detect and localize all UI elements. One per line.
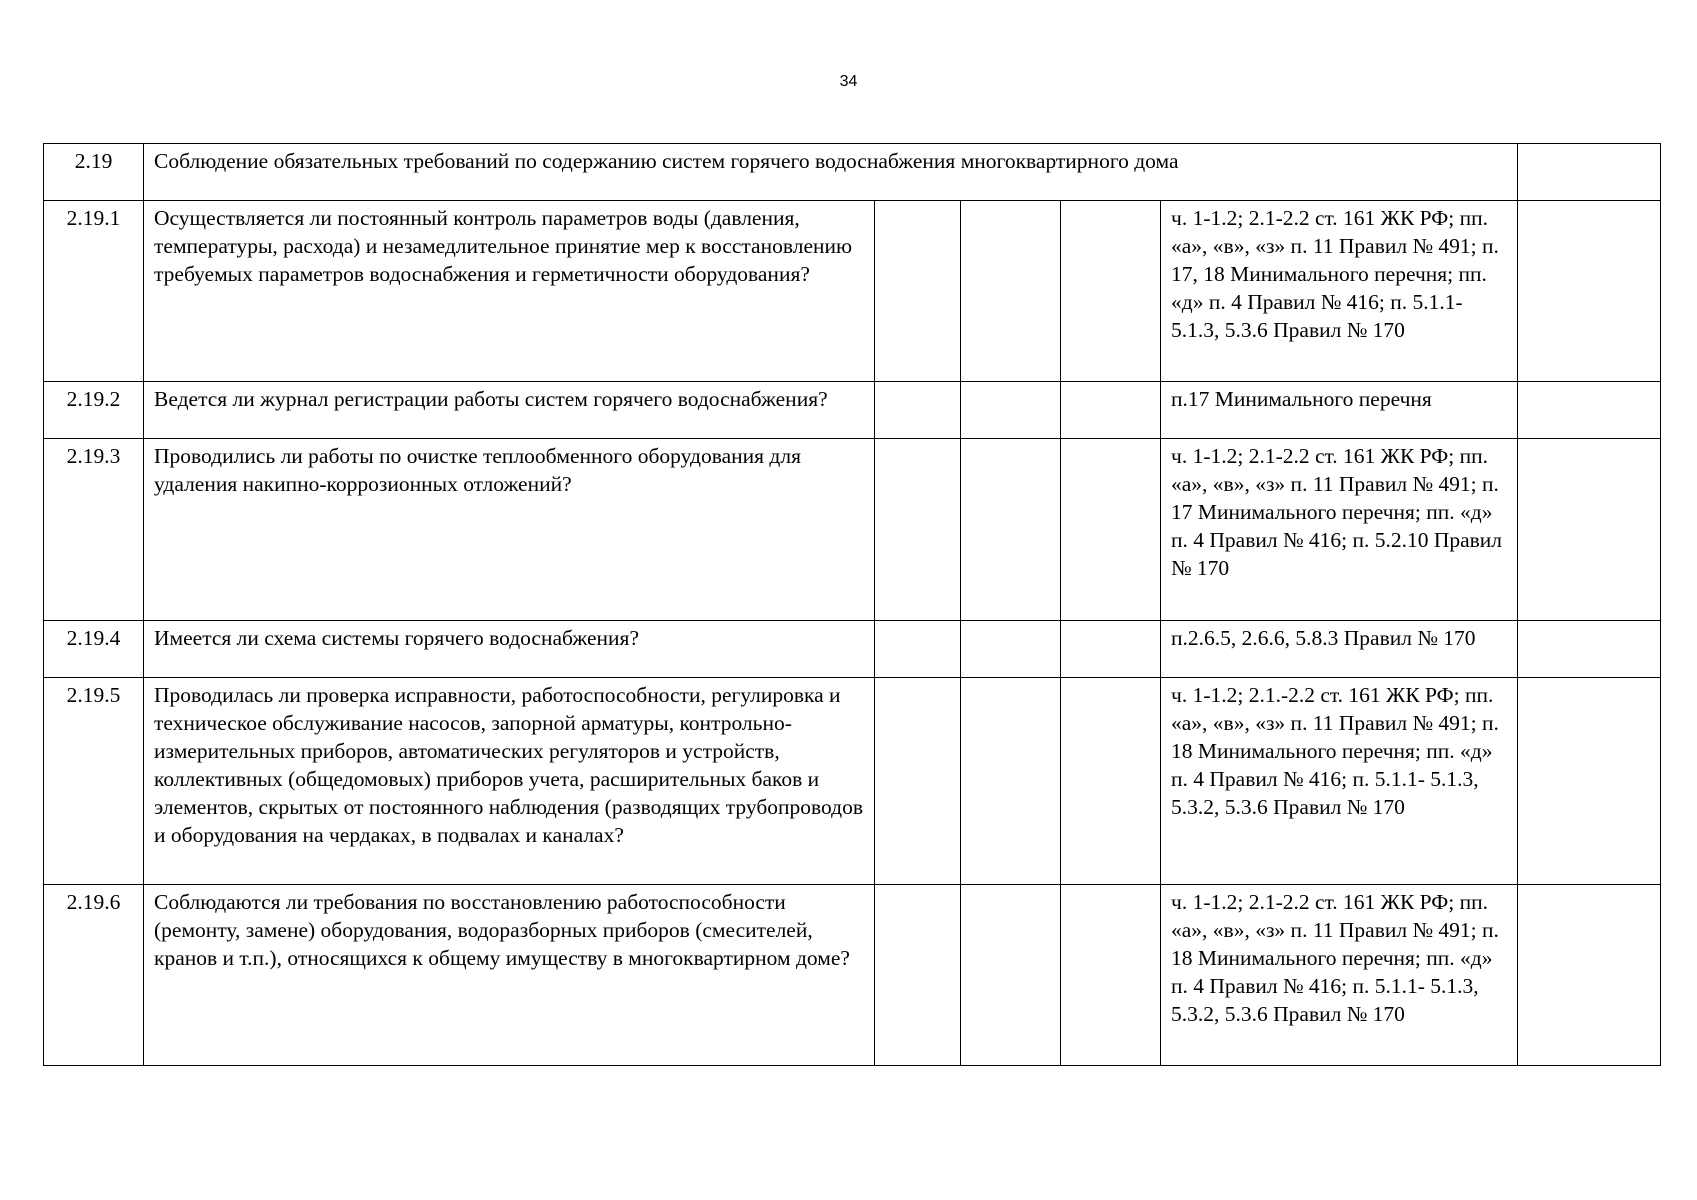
checklist-table <box>43 143 1661 1066</box>
note-cell <box>1518 439 1661 621</box>
row-number: 2.19.6 <box>44 885 144 1066</box>
row-number: 2.19.2 <box>44 382 144 439</box>
note-cell <box>1518 678 1661 885</box>
row-question: Осуществляется ли постоянный контроль параметров воды (давления, температуры, расхода) и незамедлительное принятие мер к восстановлению требуемых параметров водоснабжения и герметичности оборудования? <box>144 201 875 382</box>
table-row <box>44 439 1661 621</box>
row-reference: п.2.6.5, 2.6.6, 5.8.3 Правил № 170 <box>1161 621 1518 678</box>
section-title: Соблюдение обязательных требований по содержанию систем горячего водоснабжения многоквартирного дома <box>144 144 1518 201</box>
answer-yes-cell <box>875 439 961 621</box>
row-number: 2.19.5 <box>44 678 144 885</box>
page-number: 34 <box>839 73 858 90</box>
answer-na-cell <box>1061 678 1161 885</box>
answer-no-cell <box>961 885 1061 1066</box>
row-reference: ч. 1-1.2; 2.1-2.2 ст. 161 ЖК РФ; пп. «а», «в», «з» п. 11 Правил № 491; п. 17, 18 Минимального перечня; пп. «д» п. 4 Правил № 416; п. 5.1.1- 5.1.3, 5.3.6 Правил № 170 <box>1161 201 1518 382</box>
row-number: 2.19.3 <box>44 439 144 621</box>
section-header-row <box>44 144 1661 201</box>
note-cell <box>1518 885 1661 1066</box>
note-cell <box>1518 382 1661 439</box>
table-row <box>44 678 1661 885</box>
table-row <box>44 201 1661 382</box>
section-number: 2.19 <box>44 144 144 201</box>
answer-yes-cell <box>875 382 961 439</box>
answer-no-cell <box>961 382 1061 439</box>
row-question: Имеется ли схема системы горячего водоснабжения? <box>144 621 875 678</box>
table-row <box>44 885 1661 1066</box>
table-row <box>44 621 1661 678</box>
answer-yes-cell <box>875 201 961 382</box>
answer-yes-cell <box>875 885 961 1066</box>
answer-no-cell <box>961 621 1061 678</box>
answer-yes-cell <box>875 621 961 678</box>
answer-na-cell <box>1061 621 1161 678</box>
answer-no-cell <box>961 678 1061 885</box>
row-question: Соблюдаются ли требования по восстановлению работоспособности (ремонту, замене) оборудования, водоразборных приборов (смесителей, кранов и т.п.), относящихся к общему имуществу в многоквартирном доме? <box>144 885 875 1066</box>
note-cell <box>1518 201 1661 382</box>
answer-na-cell <box>1061 382 1161 439</box>
table-row <box>44 382 1661 439</box>
row-question: Проводились ли работы по очистке теплообменного оборудования для удаления накипно-коррозионных отложений? <box>144 439 875 621</box>
row-reference: п.17 Минимального перечня <box>1161 382 1518 439</box>
row-number: 2.19.4 <box>44 621 144 678</box>
row-reference: ч. 1-1.2; 2.1.-2.2 ст. 161 ЖК РФ; пп. «а», «в», «з» п. 11 Правил № 491; п. 18 Минимального перечня; пп. «д» п. 4 Правил № 416; п. 5.1.1- 5.1.3, 5.3.2, 5.3.6 Правил № 170 <box>1161 678 1518 885</box>
answer-yes-cell <box>875 678 961 885</box>
note-cell <box>1518 621 1661 678</box>
row-reference: ч. 1-1.2; 2.1-2.2 ст. 161 ЖК РФ; пп. «а», «в», «з» п. 11 Правил № 491; п. 18 Минимального перечня; пп. «д» п. 4 Правил № 416; п. 5.1.1- 5.1.3, 5.3.2, 5.3.6 Правил № 170 <box>1161 885 1518 1066</box>
row-number: 2.19.1 <box>44 201 144 382</box>
note-cell <box>1518 144 1661 201</box>
answer-na-cell <box>1061 439 1161 621</box>
row-question: Проводилась ли проверка исправности, работоспособности, регулировка и техническое обслуживание насосов, запорной арматуры, контрольно-измерительных приборов, автоматических регуляторов и устройств, коллективных (общедомовых) приборов учета, расширительных баков и элементов, скрытых от постоянного наблюдения (разводящих трубопроводов и оборудования на чердаках, в подвалах и каналах? <box>144 678 875 885</box>
row-reference: ч. 1-1.2; 2.1-2.2 ст. 161 ЖК РФ; пп. «а», «в», «з» п. 11 Правил № 491; п. 17 Минимального перечня; пп. «д» п. 4 Правил № 416; п. 5.2.10 Правил № 170 <box>1161 439 1518 621</box>
row-question: Ведется ли журнал регистрации работы систем горячего водоснабжения? <box>144 382 875 439</box>
answer-na-cell <box>1061 885 1161 1066</box>
answer-no-cell <box>961 439 1061 621</box>
answer-no-cell <box>961 201 1061 382</box>
answer-na-cell <box>1061 201 1161 382</box>
